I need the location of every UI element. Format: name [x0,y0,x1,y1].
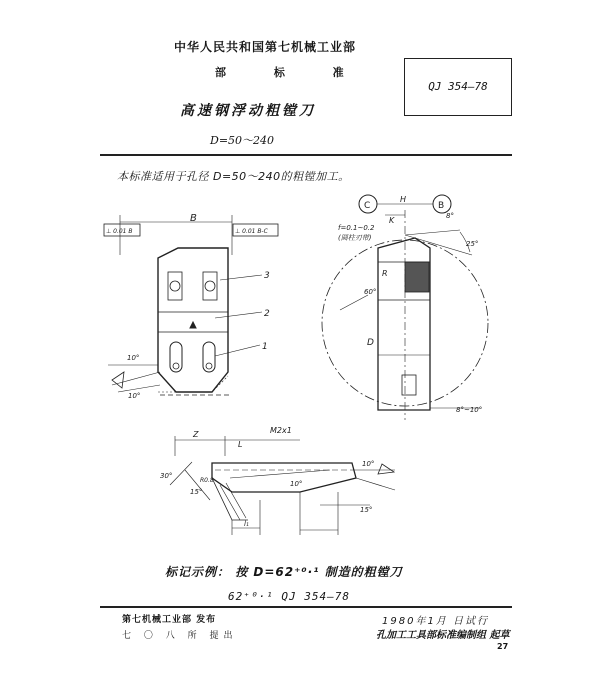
callout-left-label: ⊥ 0.01 B [106,228,133,235]
f-range-label: f=0.1~0.2 [338,224,375,232]
part-3-label: 3 [264,271,270,281]
adjust-slot-left [170,342,182,372]
adjust-slot-right [203,342,215,372]
datum-b-label: B [438,201,445,211]
angle-8-10-label: 8°~10° [456,406,483,414]
dimension-l-label: L [238,440,243,449]
bottom-angle-10: 10° [362,460,375,468]
issuer: 第七机械工业部 发布 [122,615,217,625]
dimension-l1-label: l₁ [244,520,249,528]
angle-60-label: 60° [364,288,377,296]
bottom-angle-30: 30° [160,472,173,480]
marking-designation: 62⁺⁰·¹ QJ 354—78 [228,590,350,603]
side-view [322,195,488,420]
standard-type: 部 标 准 [215,66,366,79]
footer-rule [100,606,512,608]
datum-c-label: C [364,201,371,211]
marking-example-label: 标记示例： [165,565,231,579]
diameter-range: D=50～240 [210,134,275,147]
document-title: 高速钢浮动粗镗刀 [180,103,316,119]
marking-example [165,563,403,580]
bottom-view [160,426,395,535]
thread-label: M2x1 [270,426,292,435]
scope-statement: 本标准适用于孔径 D=50～240的粗镗加工。 [117,170,350,183]
ministry-title: 中华人民共和国第七机械工业部 [173,40,356,54]
front-angle-10: 10° [127,354,140,362]
bottom-angle-10b: 10° [290,480,303,488]
angle-25-label: 25° [466,240,479,248]
proposed-by: 七 〇 八 所 提出 [122,631,238,641]
bottom-angle-15: 15° [190,488,203,496]
part-2-label: 2 [264,309,270,319]
dimension-h-label: H [400,195,407,204]
dimension-k-label: K [389,216,395,225]
trial-date: 1980年1月 日试行 [382,616,489,627]
angle-8-label: 8° [446,212,454,220]
f-note-label: (圆柱刃带) [338,234,372,242]
page-number: 27 [497,642,509,651]
cutter-outline [158,248,228,392]
bottom-radius-label: R0.8 [200,477,214,484]
dimension-z-label: Z [193,430,199,439]
front-view [104,213,278,400]
doc-code: QJ 354—78 [428,80,488,93]
marking-example-text: 按 D=62⁺⁰·¹ 制造的粗镗刀 [235,565,403,579]
bottom-angle-15b: 15° [360,506,373,514]
part-1-label: 1 [262,342,268,352]
front-angle-10b: 10° [128,392,141,400]
diameter-d-label: D [367,338,374,348]
radius-r-label: R [382,269,388,278]
dimension-b-label: B [190,213,197,224]
drafted-by: 孔加工工具部标准编制组 起草 [376,630,510,641]
callout-right-label: ⊥ 0.01 B-C [235,228,268,235]
